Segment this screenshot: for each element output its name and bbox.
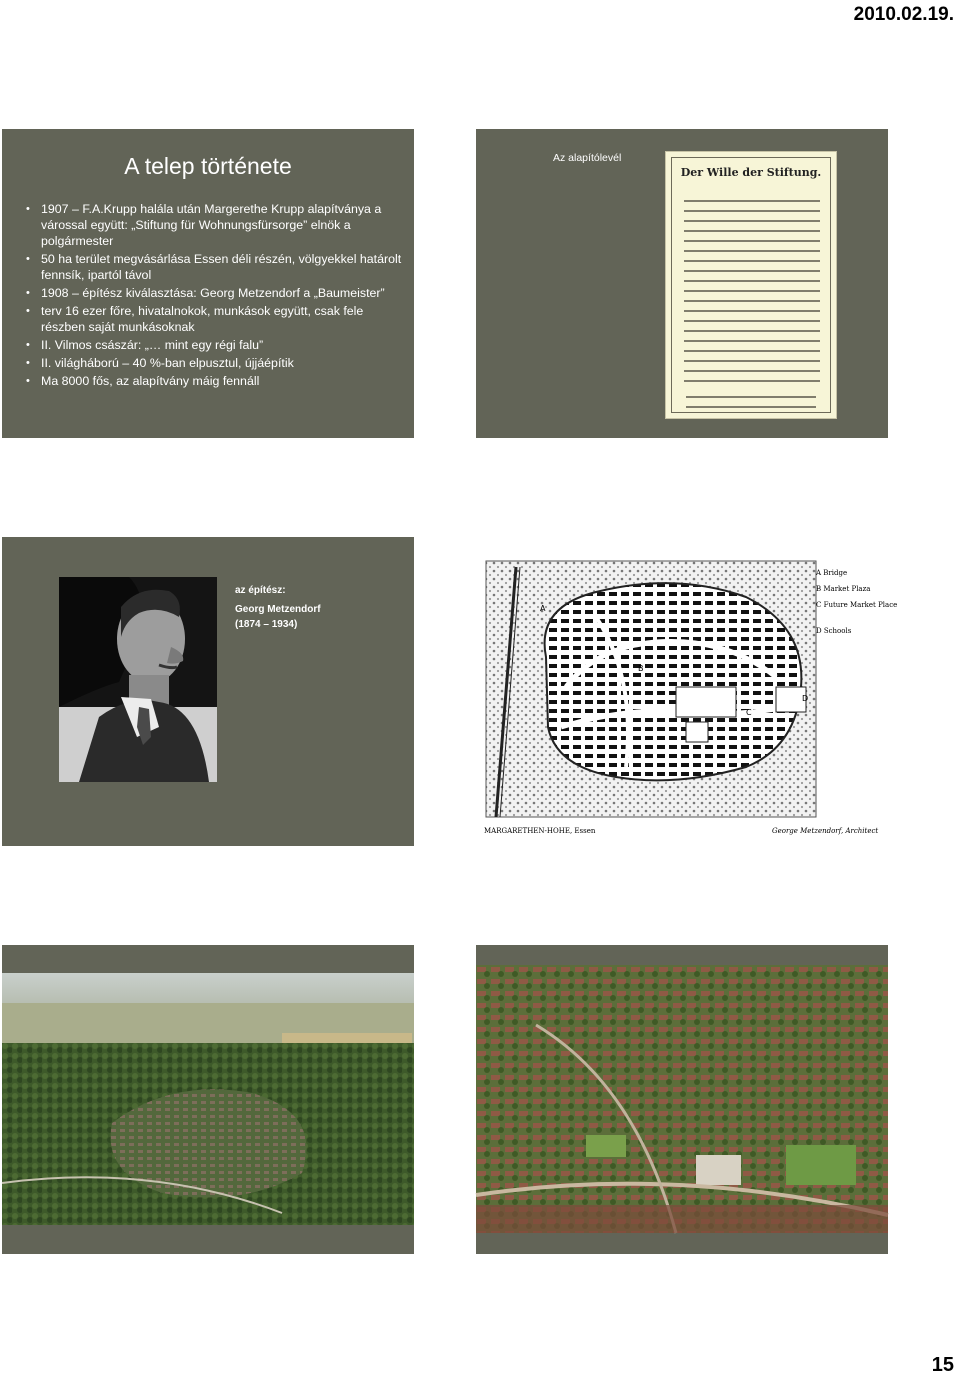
header-date: 2010.02.19. xyxy=(853,4,954,25)
slide-founding-letter xyxy=(476,129,888,438)
aerial-photo-village xyxy=(476,965,888,1233)
architect-portrait-photo xyxy=(59,577,217,782)
bullet-item: • 50 ha terület megvásárlása Essen déli részén, völgyekkel határolt fennsík, ipartól távol xyxy=(24,251,404,283)
architect-dates: (1874 – 1934) xyxy=(235,619,298,630)
architect-name: Georg Metzendorf xyxy=(235,604,321,615)
bullet-item: • 1908 – építész kiválasztása: Georg Metzendorf a „Baumeister” xyxy=(24,285,404,301)
slide-aerial-village xyxy=(476,945,888,1254)
letter-text-lines xyxy=(684,196,820,386)
plan-footer-left: MARGARETHEN-HOHE, Essen xyxy=(484,827,596,835)
slide-architect xyxy=(2,537,414,846)
legend-item-schools: D Schools xyxy=(816,627,852,635)
map-label-a: A xyxy=(540,604,546,613)
bullet-list xyxy=(24,201,404,391)
founding-letter-image xyxy=(665,151,837,419)
page-number: 15 xyxy=(931,1354,954,1376)
map-label-d: D xyxy=(802,694,809,703)
legend-item-market-plaza: B Market Plaza xyxy=(816,585,871,593)
legend-item-bridge: A Bridge xyxy=(816,569,848,577)
map-label-c: C xyxy=(746,708,752,717)
bullet-item: • terv 16 ezer főre, hivatalnokok, munkások együtt, csak fele részben saját munkásoknak xyxy=(24,303,404,335)
slide-title: A telep története xyxy=(124,153,292,179)
bullet-item: • 1907 – F.A.Krupp halála után Margerethe Krupp alapítványa a várossal együtt: „Stiftung für Wohnungsfürsorge” elnök a polgármester xyxy=(24,201,404,249)
bullet-item: • II. világháború – 40 %-ban elpusztul, újjáépítik xyxy=(24,355,404,371)
caption-label: az építész: xyxy=(235,585,286,596)
slide-site-plan xyxy=(476,537,898,846)
bullet-item: • Ma 8000 fős, az alapítvány máig fennáll xyxy=(24,373,404,389)
site-plan-map xyxy=(476,537,898,846)
slide-aerial-forest xyxy=(2,945,414,1254)
slide-caption: Az alapítólevél xyxy=(553,152,622,164)
plan-footer-right: George Metzendorf, Architect xyxy=(772,827,879,835)
letter-signature xyxy=(686,392,816,412)
bullet-item: • II. Vilmos császár: „… mint egy régi falu” xyxy=(24,337,404,353)
letter-heading: Der Wille der Stiftung. xyxy=(680,166,822,179)
aerial-photo-forest xyxy=(2,973,414,1225)
slide-history xyxy=(2,129,414,438)
architect-caption xyxy=(235,584,321,633)
map-label-b: B xyxy=(638,664,644,673)
legend-item-future-market: C Future Market Place xyxy=(816,601,898,609)
